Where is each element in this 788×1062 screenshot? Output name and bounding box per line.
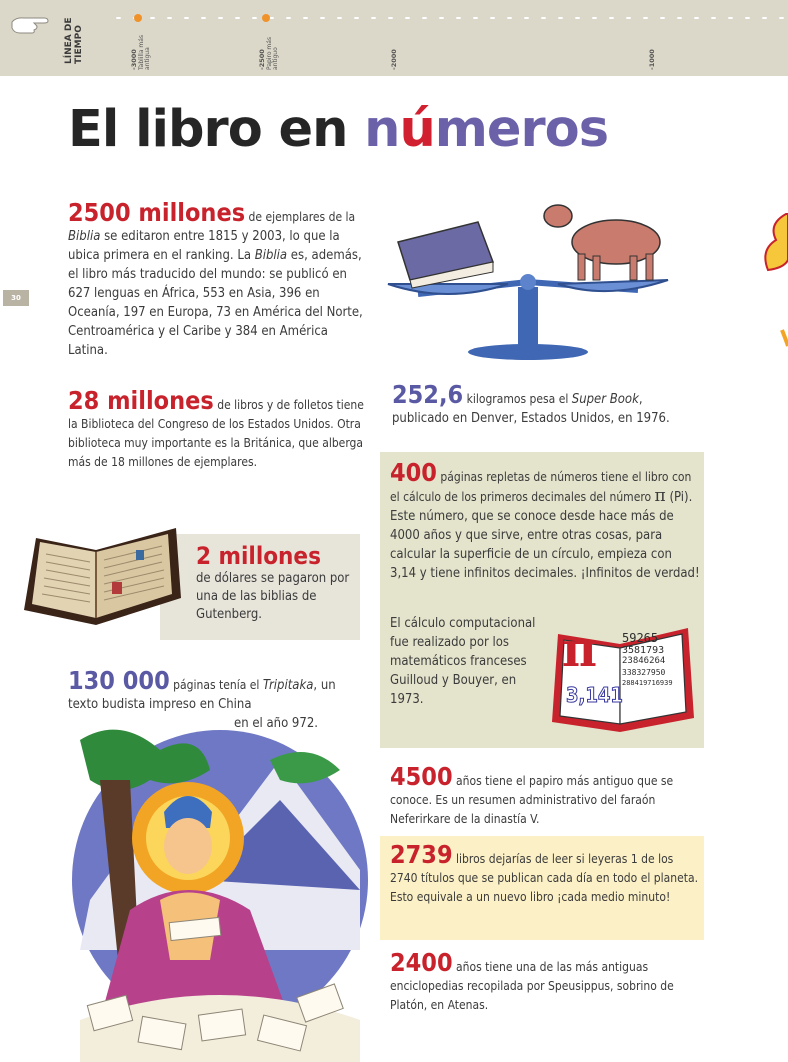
- timeline-title: LÍNEA DE TIEMPO: [64, 17, 84, 64]
- pointing-hand-icon: [10, 14, 52, 36]
- timeline-marker-papyrus: [262, 14, 270, 22]
- buddha-illustration: [60, 720, 370, 1062]
- fact-superbook: 252,6 kilogramos pesa el Super Book, publicado en Denver, Estados Unidos, en 1976.: [392, 380, 670, 426]
- fact-congreso: 28 millones de libros y de folletos tiene la Biblioteca del Congreso de los Estados Unidos. Otra biblioteca muy importante es la Británica, que alberga más de 18 millones de ejemplares.: [68, 386, 364, 469]
- partial-illustration-right-edge: [756, 210, 788, 350]
- fact-titulos: 2739 libros dejarías de leer si leyeras 1 de los 2740 títulos que se publican cada día en todo el planeta. Esto equivale a un nuevo libro ¡cada medio minuto!: [390, 840, 698, 904]
- timeline-bar: [0, 0, 788, 76]
- open-bible-illustration: [16, 520, 186, 635]
- fact-pi: 400 páginas repletas de números tiene el libro con el cálculo de los primeros decimales del número π (Pi). Este número, que se conoce desde hace más de 4000 años y que sirve, entre otras cosas, para calcular la superficie de un círculo, empieza con 3,14 y tiene infinitos decimales. ¡Infinitos de verdad!: [390, 458, 700, 581]
- pi-symbol-large: π: [562, 622, 598, 678]
- fact-papiro: 4500 años tiene el papiro más antiguo que se conoce. Es un resumen administrativo del faraón Neferirkare de la dinastía V.: [390, 762, 674, 826]
- timeline-dots: [110, 14, 788, 22]
- page-number: 30: [3, 290, 29, 306]
- timeline-label: -2000: [390, 49, 398, 70]
- timeline-label: -2500 Papiro más antiguo: [258, 36, 279, 70]
- fact-tripitaka: 130 000 páginas tenía el Tripitaka, un texto budista impreso en China en el año 972.: [68, 666, 336, 731]
- fact-biblia: 2500 millones de ejemplares de la Biblia se editaron entre 1815 y 2003, lo que la ubica primera en el ranking. La Biblia es, además, el libro más traducido del mundo: se publicó en 627 lenguas en África, 553 en Asia, 396 en Oceanía, 197 en Europa, 73 en América del Norte, Centroamérica y el Caribe y 384 en América Latina.: [68, 198, 363, 358]
- pi-value: 3,141: [566, 683, 623, 707]
- timeline-label: -1000: [648, 49, 656, 70]
- page-title: El libro en números: [68, 100, 609, 159]
- scale-book-cow-illustration: [378, 192, 678, 362]
- timeline-marker-tablet: [134, 14, 142, 22]
- fact-gutenberg: 2 millones de dólares se pagaron por una de las biblias de Gutenberg.: [196, 542, 350, 622]
- timeline-label: -3000 Tablilla más antigua: [130, 34, 151, 70]
- fact-pi-computation: El cálculo computacional fue realizado por los matemáticos franceses Guilloud y Bouyer, en 1973.: [390, 616, 536, 707]
- pi-digits: 59265 3581793 23846264 338327950 288419716939: [622, 631, 673, 687]
- fact-enciclopedia: 2400 años tiene una de las más antiguas enciclopedias recopilada por Speusippus, sobrino de Platón, en Atenas.: [390, 948, 674, 1012]
